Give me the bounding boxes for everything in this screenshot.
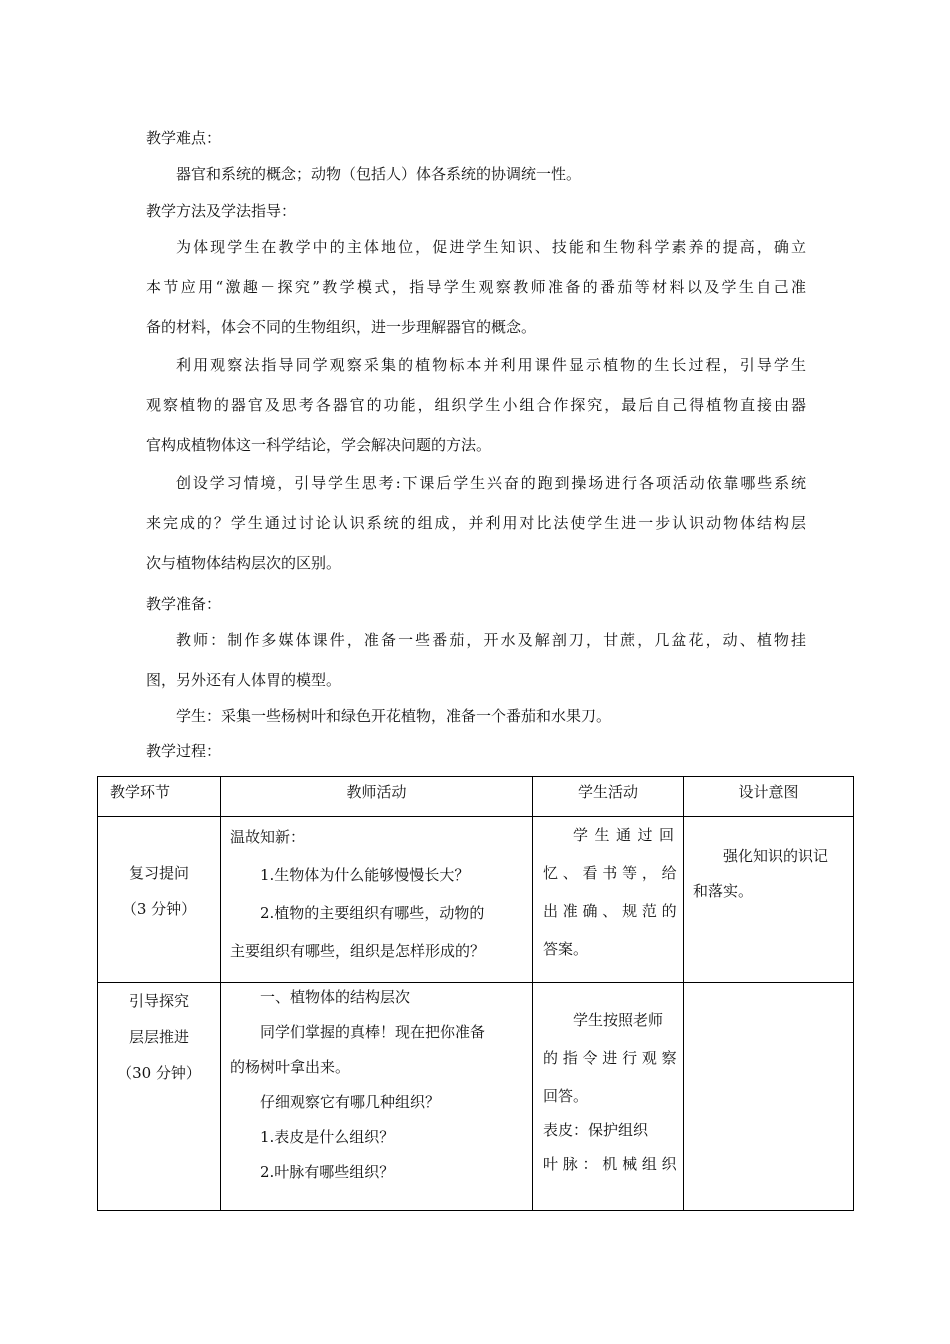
method-paragraph-3: [146, 463, 806, 583]
prep-heading: 教学准备：: [146, 595, 222, 613]
table-row: [98, 983, 854, 1211]
teacher-activity-cell: [221, 817, 533, 983]
text-line: 来完成的？学生通过讨论认识系统的组成，并利用对比法使学生进一步认识动物体结构层: [146, 514, 806, 532]
text-line: 学 生 通 过 回: [573, 826, 674, 844]
text-line: 温故知新：: [230, 828, 306, 846]
header-teacher-activity: 教师活动: [221, 777, 533, 817]
stage-cell: [98, 983, 221, 1211]
text-line: 本节应用“激趣－探究”教学模式，指导学生观察教师准备的番茄等材料以及学生自己准: [146, 278, 806, 296]
design-intent-cell: [684, 983, 854, 1211]
stage-duration: （3 分钟）: [121, 900, 197, 918]
text-line: 2.叶脉有哪些组织？: [260, 1163, 395, 1181]
text-line: 一、植物体的结构层次: [260, 988, 411, 1006]
process-heading: 教学过程：: [146, 742, 222, 760]
difficulty-heading: 教学难点：: [146, 129, 222, 147]
student-activity-cell: [533, 983, 684, 1211]
prep-teacher: [146, 620, 806, 700]
text-line: 图，另外还有人体胃的模型。: [146, 671, 342, 689]
text-line: 的杨树叶拿出来。: [230, 1058, 351, 1076]
text-line: 1.生物体为什么能够慢慢长大？: [260, 866, 470, 884]
text-line: 回答。: [543, 1087, 589, 1105]
text-line: 出 准 确 、 规 范 的: [543, 902, 677, 920]
stage-duration: （30 分钟）: [117, 1064, 201, 1082]
teaching-process-table: [97, 776, 854, 1211]
stage-cell: [98, 817, 221, 983]
student-activity-cell: [533, 817, 684, 983]
text-line: 忆 、 看 书 等 ， 给: [543, 864, 677, 882]
text-line: 为体现学生在教学中的主体地位，促进学生知识、技能和生物科学素养的提高，确立: [176, 238, 806, 256]
header-stage: 教学环节: [98, 777, 221, 817]
stage-label: 复习提问: [128, 864, 189, 882]
text-line: 次与植物体结构层次的区别。: [146, 554, 342, 572]
text-line: 和落实。: [693, 882, 754, 900]
method-heading: 教学方法及学法指导：: [146, 202, 297, 220]
text-line: 官构成植物体这一科学结论，学会解决问题的方法。: [146, 436, 492, 454]
text-line: 答案。: [543, 940, 589, 958]
prep-student: 学生：采集一些杨树叶和绿色开花植物，准备一个番茄和水果刀。: [176, 707, 612, 725]
stage-label: 引导探究: [128, 992, 189, 1010]
text-line: 强化知识的识记: [723, 847, 829, 865]
teacher-activity-cell: [221, 983, 533, 1211]
table-header-row: [98, 777, 854, 817]
text-line: 仔细观察它有哪几种组织？: [260, 1093, 441, 1111]
text-line: 表皮：保护组织: [543, 1121, 649, 1139]
text-line: 叶 脉 ： 机 械 组 织: [543, 1155, 677, 1173]
text-line: 1.表皮是什么组织？: [260, 1128, 395, 1146]
method-paragraph-1: [146, 227, 806, 347]
text-line: 备的材料，体会不同的生物组织，进一步理解器官的概念。: [146, 318, 537, 336]
design-intent-cell: [684, 817, 854, 983]
text-line: 观察植物的器官及思考各器官的功能，组织学生小组合作探究，最后自己得植物直接由器: [146, 396, 806, 414]
text-line: 主要组织有哪些，组织是怎样形成的？: [230, 942, 486, 960]
method-paragraph-2: [146, 345, 806, 465]
text-line: 学生按照老师: [573, 1011, 664, 1029]
text-line: 同学们掌握的真棒！现在把你准备: [260, 1023, 486, 1041]
text-line: 的 指 令 进 行 观 察: [543, 1049, 677, 1067]
table-row: [98, 817, 854, 983]
text-line: 2.植物的主要组织有哪些，动物的: [260, 904, 485, 922]
text-line: 创设学习情境，引导学生思考:下课后学生兴奋的跑到操场进行各项活动依靠哪些系统: [176, 474, 806, 492]
header-design-intent: 设计意图: [684, 777, 854, 817]
stage-label: 层层推进: [128, 1028, 189, 1046]
text-line: 利用观察法指导同学观察采集的植物标本并利用课件显示植物的生长过程，引导学生: [176, 356, 806, 374]
difficulty-text: 器官和系统的概念；动物（包括人）体各系统的协调统一性。: [176, 165, 582, 183]
header-student-activity: 学生活动: [533, 777, 684, 817]
text-line: 教师：制作多媒体课件，准备一些番茄，开水及解剖刀，甘蔗，几盆花，动、植物挂: [176, 631, 806, 649]
